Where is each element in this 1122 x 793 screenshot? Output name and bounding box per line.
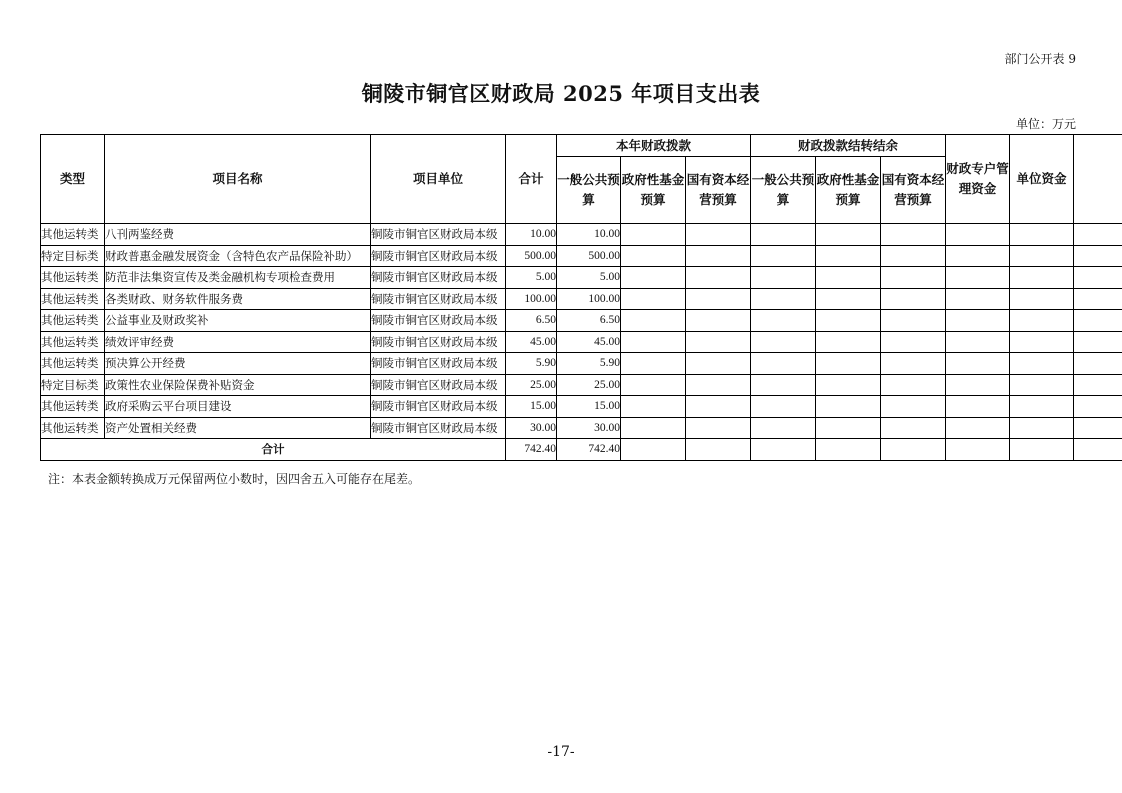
row-empty-cell [1010, 224, 1074, 246]
row-empty-cell [1074, 396, 1122, 418]
footnote: 注：本表金额转换成万元保留两位小数时，因四舍五入可能存在尾差。 [48, 472, 421, 486]
row-empty-cell [881, 310, 946, 332]
row-empty-cell [881, 353, 946, 375]
row-general-budget: 100.00 [557, 288, 621, 310]
total-sum: 742.40 [506, 439, 557, 461]
row-empty-cell [1074, 353, 1122, 375]
row-empty-cell [1010, 310, 1074, 332]
row-empty-cell [1010, 417, 1074, 439]
row-empty-cell [686, 245, 751, 267]
table-row [41, 267, 1122, 289]
row-empty-cell [621, 353, 686, 375]
row-project-name: 公益事业及财政奖补 [105, 310, 371, 332]
row-empty-cell [816, 439, 881, 461]
row-empty-cell [1010, 267, 1074, 289]
table-row [41, 310, 1122, 332]
row-dept: 铜陵市铜官区财政局本级 [371, 245, 506, 267]
row-total: 25.00 [506, 374, 557, 396]
row-empty-cell [816, 245, 881, 267]
row-empty-cell [1010, 439, 1074, 461]
row-total: 5.90 [506, 353, 557, 375]
col-header-carry-gov-fund: 政府性基金预算 [816, 157, 881, 224]
table-number-label: 部门公开表 9 [1004, 52, 1076, 66]
col-header-name: 项目名称 [105, 135, 371, 224]
table-row [41, 224, 1122, 246]
row-empty-cell [881, 417, 946, 439]
row-empty-cell [946, 267, 1010, 289]
row-empty-cell [751, 374, 816, 396]
row-empty-cell [946, 417, 1010, 439]
col-header-dept: 项目单位 [371, 135, 506, 224]
total-general-budget: 742.40 [557, 439, 621, 461]
row-empty-cell [816, 224, 881, 246]
row-empty-cell [1074, 310, 1122, 332]
row-empty-cell [621, 439, 686, 461]
row-empty-cell [946, 439, 1010, 461]
row-type: 其他运转类 [41, 396, 105, 418]
row-dept: 铜陵市铜官区财政局本级 [371, 331, 506, 353]
row-empty-cell [946, 374, 1010, 396]
row-empty-cell [1074, 245, 1122, 267]
row-general-budget: 45.00 [557, 331, 621, 353]
row-empty-cell [1010, 374, 1074, 396]
row-empty-cell [621, 417, 686, 439]
row-project-name: 八刊两鉴经费 [105, 224, 371, 246]
row-empty-cell [686, 288, 751, 310]
table-row [41, 353, 1122, 375]
row-empty-cell [1074, 267, 1122, 289]
row-total: 100.00 [506, 288, 557, 310]
row-empty-cell [751, 267, 816, 289]
row-empty-cell [881, 439, 946, 461]
row-type: 其他运转类 [41, 310, 105, 332]
table-row [41, 245, 1122, 267]
row-empty-cell [946, 331, 1010, 353]
row-general-budget: 5.90 [557, 353, 621, 375]
project-expenditure-table [40, 134, 1122, 461]
table-row [41, 374, 1122, 396]
row-empty-cell [1010, 353, 1074, 375]
col-header-carry-state-capital: 国有资本经营预算 [881, 157, 946, 224]
table-body [41, 224, 1122, 461]
row-empty-cell [686, 331, 751, 353]
row-empty-cell [751, 288, 816, 310]
table-row [41, 396, 1122, 418]
row-total: 5.00 [506, 267, 557, 289]
row-empty-cell [946, 310, 1010, 332]
row-type: 其他运转类 [41, 353, 105, 375]
row-project-name: 各类财政、财务软件服务费 [105, 288, 371, 310]
row-empty-cell [881, 331, 946, 353]
row-empty-cell [1074, 331, 1122, 353]
col-header-total: 合计 [506, 135, 557, 224]
row-empty-cell [1010, 288, 1074, 310]
row-empty-cell [946, 353, 1010, 375]
row-empty-cell [1010, 245, 1074, 267]
row-empty-cell [816, 374, 881, 396]
row-empty-cell [946, 245, 1010, 267]
row-empty-cell [751, 353, 816, 375]
row-empty-cell [686, 310, 751, 332]
col-group-current-year: 本年财政拨款 [557, 135, 751, 157]
row-empty-cell [686, 353, 751, 375]
page-title: 铜陵市铜官区财政局 2025 年项目支出表 [361, 81, 761, 106]
row-total: 45.00 [506, 331, 557, 353]
row-empty-cell [751, 439, 816, 461]
row-empty-cell [1074, 417, 1122, 439]
total-label: 合计 [41, 439, 506, 461]
col-header-blank [1074, 135, 1122, 224]
row-general-budget: 500.00 [557, 245, 621, 267]
row-empty-cell [621, 396, 686, 418]
row-empty-cell [686, 267, 751, 289]
total-row [41, 439, 1122, 461]
col-header-unit-fund: 单位资金 [1010, 135, 1074, 224]
row-empty-cell [816, 353, 881, 375]
page-number: -17- [547, 744, 575, 760]
row-project-name: 财政普惠金融发展资金（含特色农产品保险补助） [105, 245, 371, 267]
row-general-budget: 30.00 [557, 417, 621, 439]
row-project-name: 防范非法集资宣传及类金融机构专项检查费用 [105, 267, 371, 289]
row-empty-cell [686, 224, 751, 246]
row-total: 30.00 [506, 417, 557, 439]
row-dept: 铜陵市铜官区财政局本级 [371, 267, 506, 289]
row-empty-cell [946, 396, 1010, 418]
row-type: 其他运转类 [41, 417, 105, 439]
row-empty-cell [686, 439, 751, 461]
row-empty-cell [621, 245, 686, 267]
row-project-name: 绩效评审经费 [105, 331, 371, 353]
row-project-name: 资产处置相关经费 [105, 417, 371, 439]
row-empty-cell [621, 331, 686, 353]
row-empty-cell [621, 267, 686, 289]
row-empty-cell [621, 374, 686, 396]
col-header-state-capital: 国有资本经营预算 [686, 157, 751, 224]
row-empty-cell [816, 288, 881, 310]
row-empty-cell [751, 417, 816, 439]
row-empty-cell [881, 267, 946, 289]
row-type: 其他运转类 [41, 331, 105, 353]
row-project-name: 预决算公开经费 [105, 353, 371, 375]
row-type: 其他运转类 [41, 224, 105, 246]
row-empty-cell [881, 245, 946, 267]
row-empty-cell [751, 331, 816, 353]
row-empty-cell [816, 417, 881, 439]
row-empty-cell [816, 396, 881, 418]
col-header-gov-fund: 政府性基金预算 [621, 157, 686, 224]
row-dept: 铜陵市铜官区财政局本级 [371, 288, 506, 310]
row-project-name: 政府采购云平台项目建设 [105, 396, 371, 418]
row-dept: 铜陵市铜官区财政局本级 [371, 374, 506, 396]
row-empty-cell [751, 396, 816, 418]
col-header-special-fund: 财政专户管理资金 [946, 135, 1010, 224]
row-empty-cell [816, 331, 881, 353]
row-empty-cell [751, 310, 816, 332]
row-general-budget: 25.00 [557, 374, 621, 396]
row-type: 其他运转类 [41, 267, 105, 289]
row-dept: 铜陵市铜官区财政局本级 [371, 417, 506, 439]
row-dept: 铜陵市铜官区财政局本级 [371, 224, 506, 246]
col-header-type: 类型 [41, 135, 105, 224]
row-empty-cell [1074, 439, 1122, 461]
row-project-name: 政策性农业保险保费补贴资金 [105, 374, 371, 396]
row-empty-cell [1074, 288, 1122, 310]
row-total: 15.00 [506, 396, 557, 418]
row-empty-cell [946, 288, 1010, 310]
row-empty-cell [686, 417, 751, 439]
row-empty-cell [881, 288, 946, 310]
col-group-carryover: 财政拨款结转结余 [751, 135, 946, 157]
row-dept: 铜陵市铜官区财政局本级 [371, 353, 506, 375]
row-empty-cell [946, 224, 1010, 246]
row-empty-cell [751, 245, 816, 267]
row-total: 500.00 [506, 245, 557, 267]
row-general-budget: 15.00 [557, 396, 621, 418]
row-empty-cell [621, 310, 686, 332]
row-empty-cell [881, 396, 946, 418]
row-type: 特定目标类 [41, 374, 105, 396]
row-empty-cell [686, 396, 751, 418]
row-empty-cell [621, 224, 686, 246]
row-dept: 铜陵市铜官区财政局本级 [371, 310, 506, 332]
table-row [41, 288, 1122, 310]
row-dept: 铜陵市铜官区财政局本级 [371, 396, 506, 418]
row-general-budget: 5.00 [557, 267, 621, 289]
row-empty-cell [686, 374, 751, 396]
table-row [41, 331, 1122, 353]
row-empty-cell [621, 288, 686, 310]
col-header-carry-general: 一般公共预算 [751, 157, 816, 224]
row-empty-cell [1010, 331, 1074, 353]
row-total: 10.00 [506, 224, 557, 246]
row-general-budget: 6.50 [557, 310, 621, 332]
row-type: 特定目标类 [41, 245, 105, 267]
row-empty-cell [1010, 396, 1074, 418]
table-row [41, 417, 1122, 439]
col-header-general-budget: 一般公共预算 [557, 157, 621, 224]
row-type: 其他运转类 [41, 288, 105, 310]
row-empty-cell [1074, 374, 1122, 396]
row-empty-cell [751, 224, 816, 246]
row-empty-cell [881, 374, 946, 396]
row-general-budget: 10.00 [557, 224, 621, 246]
unit-label: 单位：万元 [1015, 117, 1076, 131]
row-empty-cell [881, 224, 946, 246]
row-empty-cell [816, 267, 881, 289]
row-empty-cell [1074, 224, 1122, 246]
row-empty-cell [816, 310, 881, 332]
row-total: 6.50 [506, 310, 557, 332]
